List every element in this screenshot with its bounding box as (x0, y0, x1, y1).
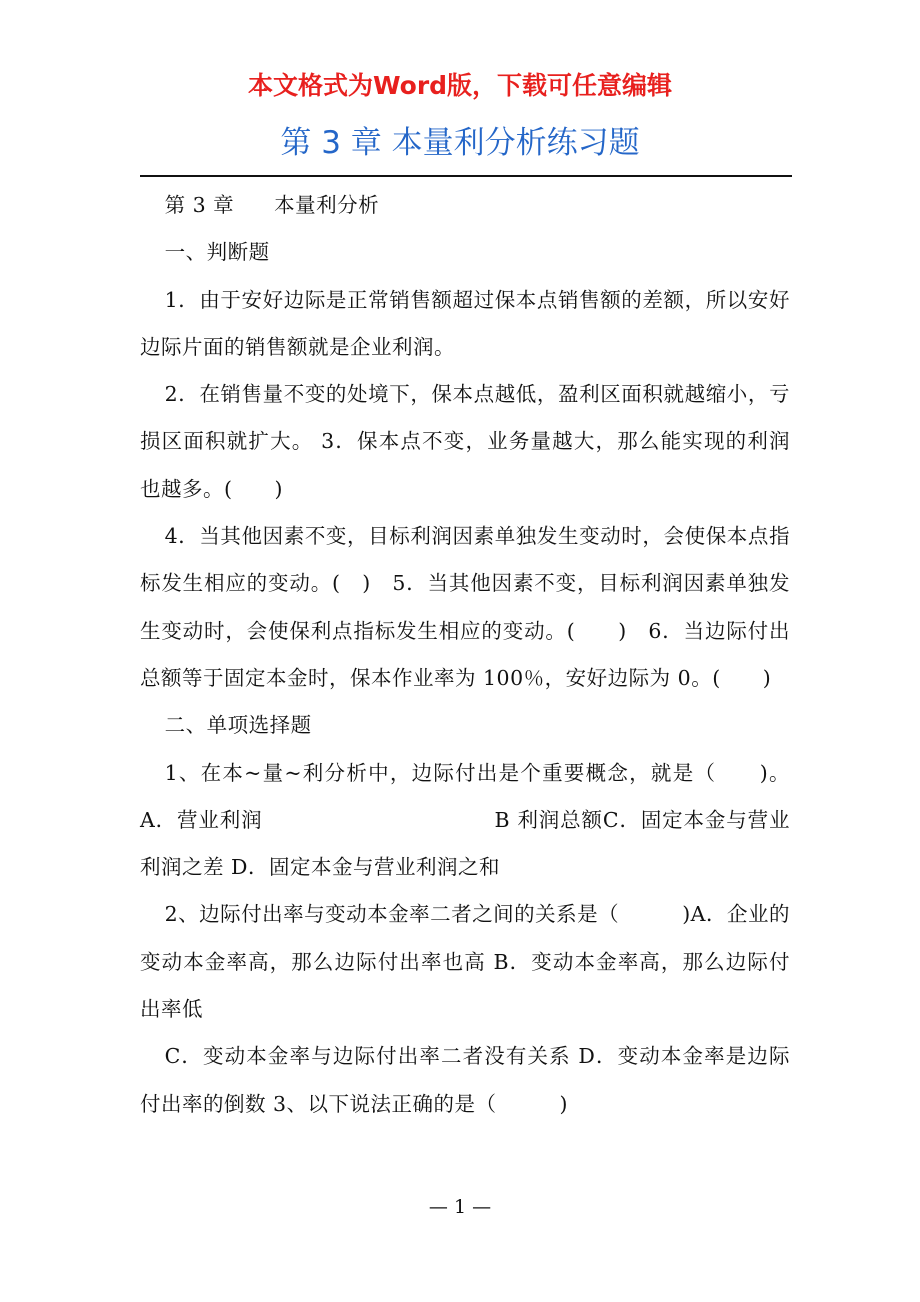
chapter-name: 本量利分析 (274, 193, 380, 217)
choice-question-1-stem: 1、在本~量~利分析中，边际付出是个重要概念，就是（ )。 A．营业利润 (140, 760, 790, 832)
title-divider (140, 175, 792, 177)
section-heading-single-choice: 二、单项选择题 (164, 713, 312, 738)
choice-question-2-continued: C．变动本金率与边际付出率二者没有关系 D．变动本金率是边际付出率的倒数 3、以下说法正确的是（ ) (140, 1044, 790, 1116)
choice-question-2: 2、边际付出率与变动本金率二者之间的关系是（ )A．企业的变动本金率高，那么边际付出率也高 B．变动本金率高，那么边际付出率低 (140, 902, 790, 1022)
choice-question-1-option-b: B 利润总额 (494, 807, 603, 832)
chapter-heading (140, 182, 790, 229)
judgement-question-2-3: 2．在销售量不变的处境下，保本点越低，盈利区面积就越缩小，亏损区面积就扩大。 3．保本点不变，业务量越大，那么能实现的利润也越多。( ) (140, 382, 790, 501)
judgement-question-4-6: 4．当其他因素不变，目标利润因素单独发生变动时，会使保本点指标发生相应的变动。( ) 5．当其他因素不变，目标利润因素单独发生变动时，会使保利点指标发生相应的变动。( ) 6．当边际付出总额等于固定本金时，保本作业率为 100％，安好边际为 0。( ) (140, 524, 790, 690)
choice-question-1 (140, 750, 790, 892)
page-number: — 1 — (428, 1196, 492, 1218)
document-banner: 本文格式为Word版，下载可任意编辑 (247, 71, 673, 100)
document-title: 第 3 章 本量利分析练习题 (280, 125, 640, 161)
judgement-question-1: 1．由于安好边际是正常销售额超过保本点销售额的差额，所以安好边际片面的销售额就是企业利润。 (140, 287, 790, 359)
choice-question-1-rest: C．固定本金与营业利润之差 D．固定本金与营业利润之和 (140, 807, 790, 880)
chapter-number: 第 3 章 (164, 193, 235, 217)
section-heading-judgement: 一、判断题 (164, 240, 270, 265)
document-body (140, 182, 790, 1128)
